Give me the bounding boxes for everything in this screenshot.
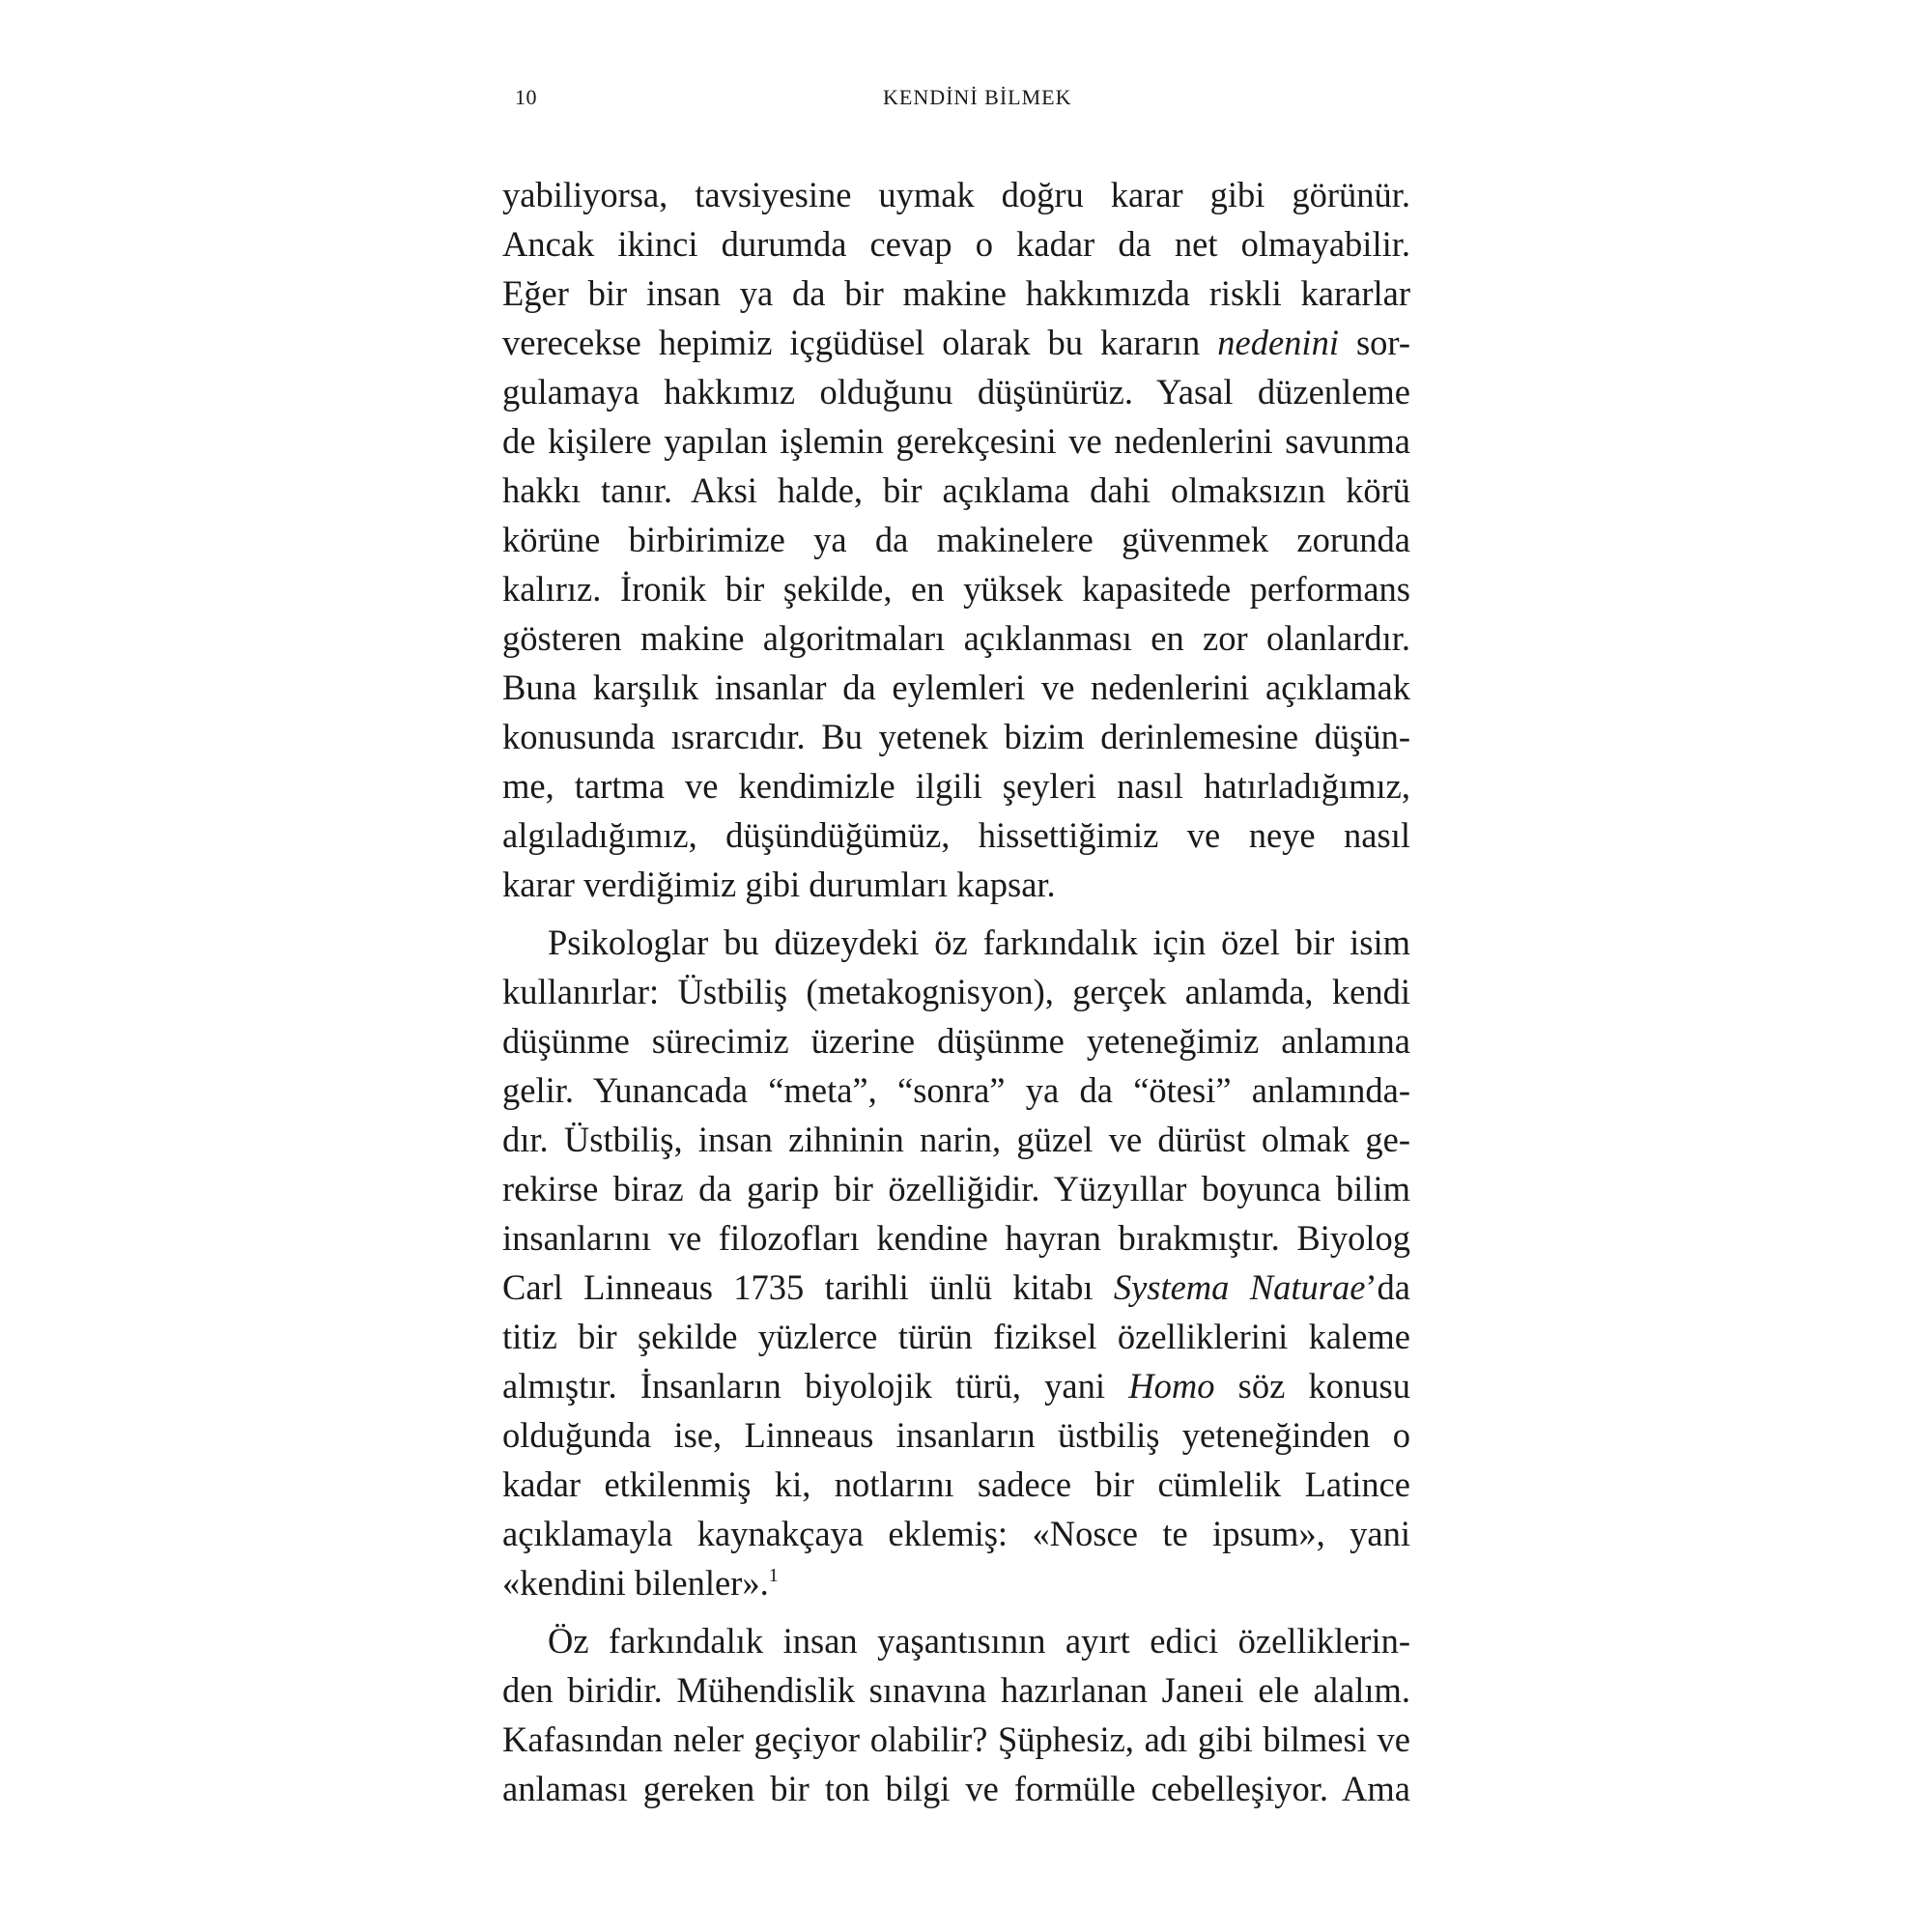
page-number: 10 [515, 85, 537, 109]
text-line: Eğer bir insan ya da bir makine hakkımızda riskli kararlar [502, 273, 1410, 313]
text-segment: ’da [1365, 1267, 1410, 1307]
text-line: körüne birbirimize ya da makinelere güvenmek zorunda [502, 520, 1410, 559]
text-line: gulamaya hakkımız olduğunu düşünürüz. Yasal düzenleme [502, 372, 1410, 412]
text-line [502, 318, 1410, 367]
text-line: hakkı tanır. Aksi halde, bir açıklama dahi olmaksızın körü [502, 470, 1410, 510]
text-line: düşünme sürecimiz üzerine düşünme yeteneğimiz anlamına [502, 1021, 1410, 1061]
text-line: anlaması gereken bir ton bilgi ve formülle cebelleşiyor. Ama [502, 1769, 1410, 1808]
text-line: açıklamayla kaynakçaya eklemiş: «Nosce te ipsum», yani [502, 1514, 1410, 1553]
footnote-marker: 1 [768, 1565, 779, 1586]
text-segment: Carl Linneaus 1735 tarihli ünlü kitabı [502, 1267, 1114, 1307]
text-line: kalırız. İronik bir şekilde, en yüksek kapasitede performans [502, 569, 1410, 609]
text-line: konusunda ısrarcıdır. Bu yetenek bizim derinlemesine düşün- [502, 717, 1410, 756]
text-line: insanlarını ve filozofları kendine hayran bırakmıştır. Biyolog [502, 1218, 1410, 1258]
text-line: titiz bir şekilde yüzlerce türün fiziksel özelliklerini kaleme [502, 1317, 1410, 1356]
italic-text: nedenini [1217, 323, 1339, 362]
paragraph [502, 170, 1410, 909]
paragraph [502, 1616, 1410, 1813]
text-segment: söz konusu [1214, 1366, 1410, 1406]
text-line: gelir. Yunancada “meta”, “sonra” ya da “ötesi” anlamında- [502, 1070, 1410, 1110]
text-line [502, 1263, 1410, 1312]
text-segment: almıştır. İnsanların biyolojik türü, yani [502, 1366, 1129, 1406]
text-line [502, 1361, 1410, 1410]
italic-text: Homo [1128, 1366, 1215, 1406]
text-line: me, tartma ve kendimizle ilgili şeyleri nasıl hatırladığımız, [502, 766, 1410, 806]
text-line: karar verdiğimiz gibi durumları kapsar. [502, 865, 1056, 904]
text-line: Öz farkındalık insan yaşantısının ayırt edici özelliklerin- [548, 1621, 1410, 1661]
text-line: den biridir. Mühendislik sınavına hazırlanan Janeıi ele alalım. [502, 1670, 1410, 1710]
text-line: Kafasından neler geçiyor olabilir? Şüphesiz, adı gibi bilmesi ve [502, 1719, 1410, 1759]
text-line: dır. Üstbiliş, insan zihninin narin, güzel ve dürüst olmak ge- [502, 1120, 1410, 1159]
text-line: algıladığımız, düşündüğümüz, hissettiğimiz ve neye nasıl [502, 815, 1410, 855]
text-line: Psikologlar bu düzeydeki öz farkındalık için özel bir isim [548, 923, 1410, 962]
running-head-title: KENDİNİ BİLMEK [883, 85, 1072, 109]
paragraph [502, 918, 1410, 1607]
text-segment: «kendini bilenler». [502, 1563, 769, 1603]
body-text [502, 170, 1410, 1813]
text-segment: verecekse hepimiz içgüdüsel olarak bu kararın [502, 323, 1218, 362]
text-line: olduğunda ise, Linneaus insanların üstbiliş yeteneğinden o [502, 1415, 1410, 1455]
text-line: de kişilere yapılan işlemin gerekçesini ve nedenlerini savunma [502, 421, 1410, 461]
text-line [502, 1558, 1410, 1607]
text-line: Ancak ikinci durumda cevap o kadar da net olmayabilir. [502, 224, 1410, 264]
text-line: rekirse biraz da garip bir özelliğidir. Yüzyıllar boyunca bilim [502, 1169, 1410, 1208]
text-line: kullanırlar: Üstbiliş (metakognisyon), gerçek anlamda, kendi [502, 972, 1410, 1011]
text-line: kadar etkilenmiş ki, notlarını sadece bir cümlelik Latince [502, 1464, 1410, 1504]
text-line: gösteren makine algoritmaları açıklanması en zor olanlardır. [502, 618, 1410, 658]
italic-text: Systema Naturae [1113, 1267, 1366, 1307]
text-line: yabiliyorsa, tavsiyesine uymak doğru karar gibi görünür. [502, 175, 1410, 214]
text-segment: sor- [1338, 323, 1410, 362]
text-line: Buna karşılık insanlar da eylemleri ve nedenlerini açıklamak [502, 668, 1410, 707]
